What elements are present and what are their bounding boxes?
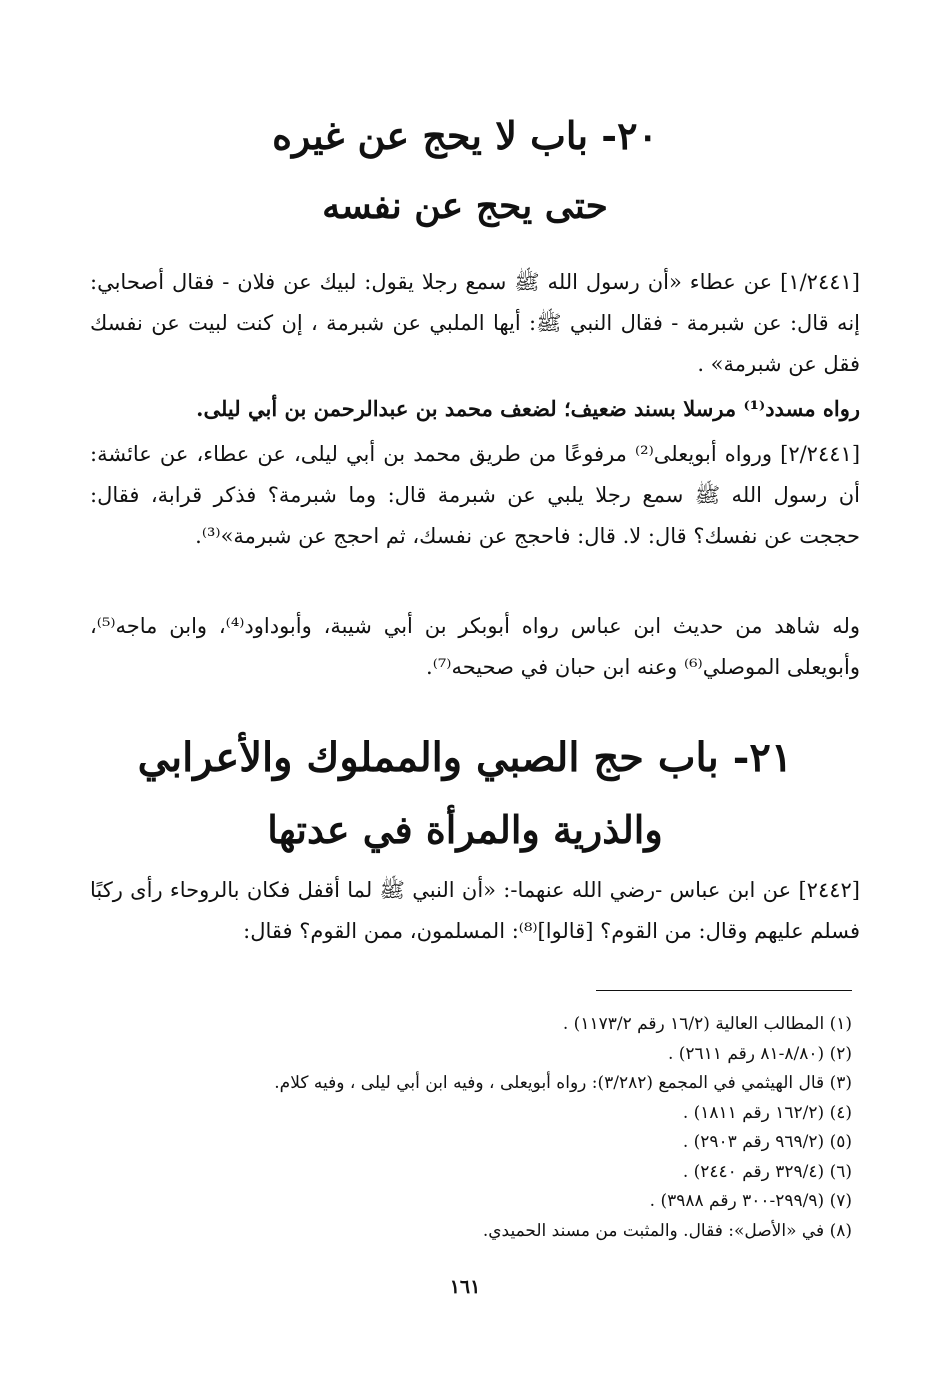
narration-musaddad: رواه مسدد⁽¹⁾ مرسلا بسند ضعيف؛ لضعف محمد بن عبدالرحمن بن أبي ليلى. bbox=[196, 396, 860, 421]
footnote-1: (١) المطالب العالية (١٦/٢ رقم ١١٧٣/٢) . bbox=[562, 1014, 852, 1034]
footnote-divider bbox=[596, 990, 852, 991]
footnote-3: (٣) قال الهيثمي في المجمع (٣/٢٨٢): رواه أبويعلى ، وفيه ابن أبي ليلى ، وفيه كلام. bbox=[274, 1073, 852, 1093]
footnote-8: (٨) في «الأصل»: فقال. والمثبت من مسند الحميدي. bbox=[482, 1220, 852, 1241]
chapter-21-title-line1: ٢١- باب حج الصبي والمملوك والأعرابي bbox=[137, 734, 793, 781]
footnote-5: (٥) (٩٦٩/٢ رقم ٢٩٠٣) . bbox=[682, 1132, 852, 1152]
hadith-2442: [٢٤٤٢] عن ابن عباس -رضي الله عنهما-: «أن النبي ﷺ لما أقفل فكان بالروحاء رأى ركبًا فسلم عليهم وقال: من القوم؟ [قالوا]⁽⁸⁾: المسلمون، ممن القوم؟ فقال: bbox=[90, 878, 860, 943]
chapter-21-title-line2: والذرية والمرأة في عدتها bbox=[267, 807, 663, 852]
witness-paragraph: وله شاهد من حديث ابن عباس رواه أبوبكر بن أبي شيبة، وأبوداود⁽⁴⁾، وابن ماجه⁽⁵⁾، وأبويعلى الموصلي⁽⁶⁾ وعنه ابن حبان في صحيحه⁽⁷⁾. bbox=[90, 614, 861, 679]
footnote-4: (٤) (١٦٢/٢ رقم ١٨١١) . bbox=[682, 1102, 852, 1123]
footnote-7: (٧) (٢٩٩/٩-٣٠٠ رقم ٣٩٨٨) . bbox=[649, 1191, 852, 1211]
chapter-20-title-line2: حتى يحج عن نفسه bbox=[322, 185, 608, 227]
chapter-20-title-line1: ٢٠- باب لا يحج عن غيره bbox=[272, 113, 658, 158]
footnotes-list bbox=[100, 1010, 852, 1246]
hadith-2441-2: [٢/٢٤٤١] ورواه أبويعلى⁽²⁾ مرفوعًا من طريق محمد بن أبي ليلى، عن عطاء، عن عائشة: أن رسول الله ﷺ سمع رجلا يلبي عن شبرمة قال: وما شبرمة؟ فذكر قرابة، فقال: حججت عن نفسك؟ قال: لا. قال: فاحجج عن نفسك، ثم احجج عن شبرمة»⁽³⁾. bbox=[90, 442, 861, 548]
page-number: ١٦١ bbox=[449, 1276, 481, 1298]
footnote-2: (٢) (٨/٨٠-٨١ رقم ٢٦١١) . bbox=[667, 1043, 852, 1064]
hadith-2441-1: [١/٢٤٤١] عن عطاء «أن رسول الله ﷺ سمع رجلا يقول: لبيك عن فلان - فقال أصحابي: إنه قال: عن شبرمة - فقال النبي ﷺ: أيها الملبي عن شبرمة ، إن كنت لبيت عن نفسك فقل عن شبرمة» . bbox=[90, 270, 860, 376]
footnote-6: (٦) (٣٢٩/٤ رقم ٢٤٤٠) . bbox=[682, 1161, 852, 1182]
